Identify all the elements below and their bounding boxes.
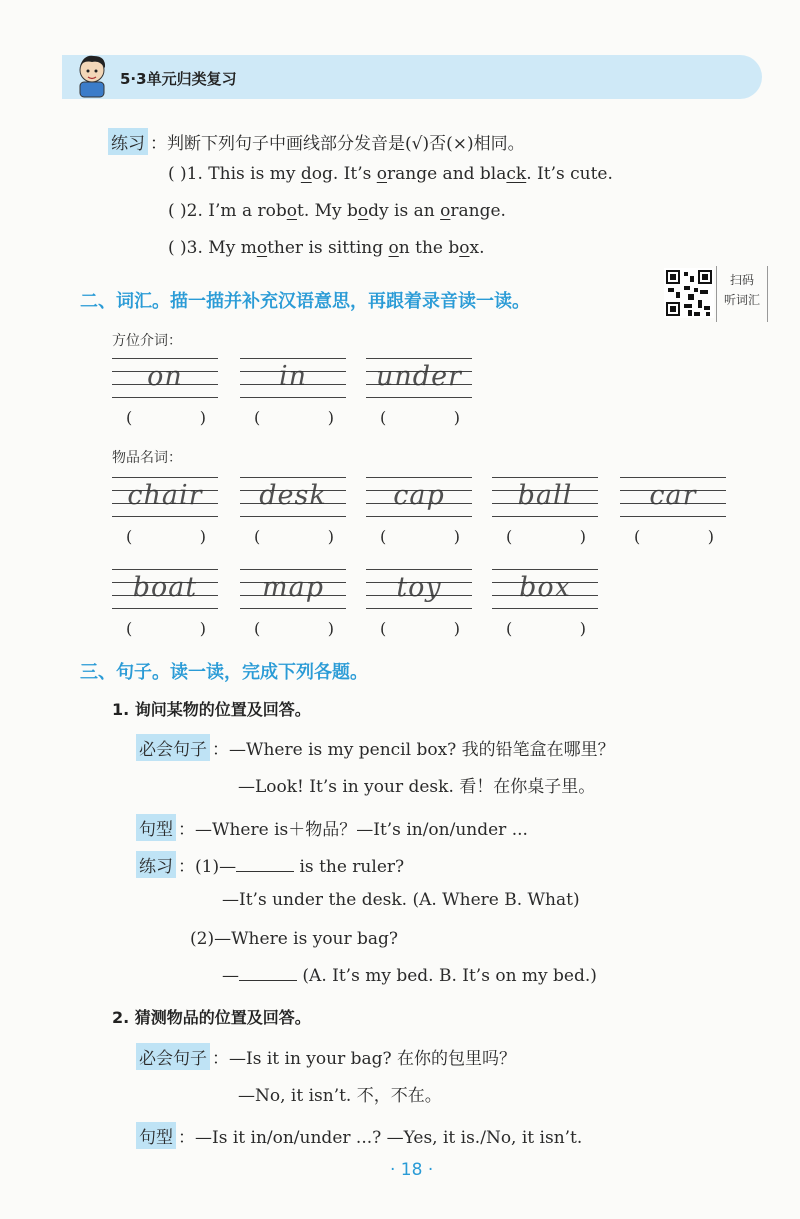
practice-label: 练习 [108, 128, 148, 155]
answer-blank[interactable] [239, 966, 297, 981]
tracing-word: toy [396, 572, 442, 603]
tracing-word: chair [127, 480, 203, 511]
tracing-word: desk [259, 480, 327, 511]
practice1-item-3: ( )3. My mother is sitting on the box. [168, 238, 485, 258]
word-box-in: in ( ) [240, 356, 346, 436]
tracing-word: map [262, 572, 324, 603]
pattern-label: 句型 [136, 814, 176, 841]
header-title: 5·3单元归类复习 [120, 70, 237, 88]
practice1-item-2: ( )2. I’m a robot. My body is an orange. [168, 201, 506, 221]
group1-label: 方位介词： [112, 333, 182, 349]
tracing-word: boat [132, 572, 198, 603]
word-box-under: under ( ) [366, 356, 472, 436]
answer-blank[interactable] [236, 857, 294, 872]
section2-title: 二、词汇。描一描并补充汉语意思，再跟着录音读一读。 [80, 291, 530, 312]
part1-practice-q1: 练习 ：(1)— is the ruler? [136, 851, 404, 878]
part2-must-line1: 必会句子 ：—Is it in your bag? 在你的包里吗？ [136, 1043, 516, 1070]
word-box-cap: cap ( ) [366, 475, 472, 555]
part1-q2-answer: — (A. It’s my bed. B. It’s on my bed.) [222, 966, 597, 986]
word-box-desk: desk ( ) [240, 475, 346, 555]
section3-title: 三、句子。读一读，完成下列各题。 [80, 662, 368, 683]
word-box-map: map ( ) [240, 567, 346, 647]
word-box-on: on ( ) [112, 356, 218, 436]
must-label: 必会句子 [136, 1043, 210, 1070]
part1-title: 1. 询问某物的位置及回答。 [112, 700, 311, 719]
part1-q2-question: (2)—Where is your bag? [190, 929, 399, 949]
word-box-box: box ( ) [492, 567, 598, 647]
part1-q1-answer: —It’s under the desk. (A. Where B. What) [222, 890, 580, 910]
must-label: 必会句子 [136, 734, 210, 761]
instruction-text: ：判断下列句子中画线部分发音是(√)否(×)相同。 [150, 134, 525, 154]
part1-pattern: 句型 ：—Where is＋物品？—It’s in/on/under ... [136, 814, 528, 841]
scan-to-listen-label: 扫码 听词汇 [716, 266, 768, 322]
part2-title: 2. 猜测物品的位置及回答。 [112, 1008, 311, 1027]
group2-label: 物品名词： [112, 450, 182, 466]
tracing-word: on [147, 361, 183, 392]
tracing-word: ball [517, 480, 573, 511]
tracing-word: box [519, 572, 571, 603]
tracing-word: car [649, 480, 697, 511]
word-box-ball: ball ( ) [492, 475, 598, 555]
part1-must-line2: —Look! It’s in your desk. 看！在你桌子里。 [238, 777, 596, 797]
tracing-word: under [376, 361, 462, 392]
qr-code-icon[interactable] [664, 268, 714, 318]
word-box-boat: boat ( ) [112, 567, 218, 647]
practice1-instruction [108, 128, 525, 155]
mascot-boy-icon [72, 52, 112, 98]
word-box-chair: chair ( ) [112, 475, 218, 555]
practice-label: 练习 [136, 851, 176, 878]
word-box-car: car ( ) [620, 475, 726, 555]
tracing-word: cap [393, 480, 445, 511]
part1-must-line1: 必会句子 ：—Where is my pencil box? 我的铅笔盒在哪里？ [136, 734, 615, 761]
pattern-label: 句型 [136, 1122, 176, 1149]
page-number: · 18 · [390, 1160, 434, 1180]
word-box-toy: toy ( ) [366, 567, 472, 647]
practice1-item-1: ( )1. This is my dog. It’s orange and black. It’s cute. [168, 164, 613, 184]
tracing-word: in [278, 361, 308, 392]
part2-pattern: 句型 ：—Is it in/on/under ...? —Yes, it is./No, it isn’t. [136, 1122, 582, 1149]
part2-must-line2: —No, it isn’t. 不，不在。 [238, 1086, 442, 1106]
